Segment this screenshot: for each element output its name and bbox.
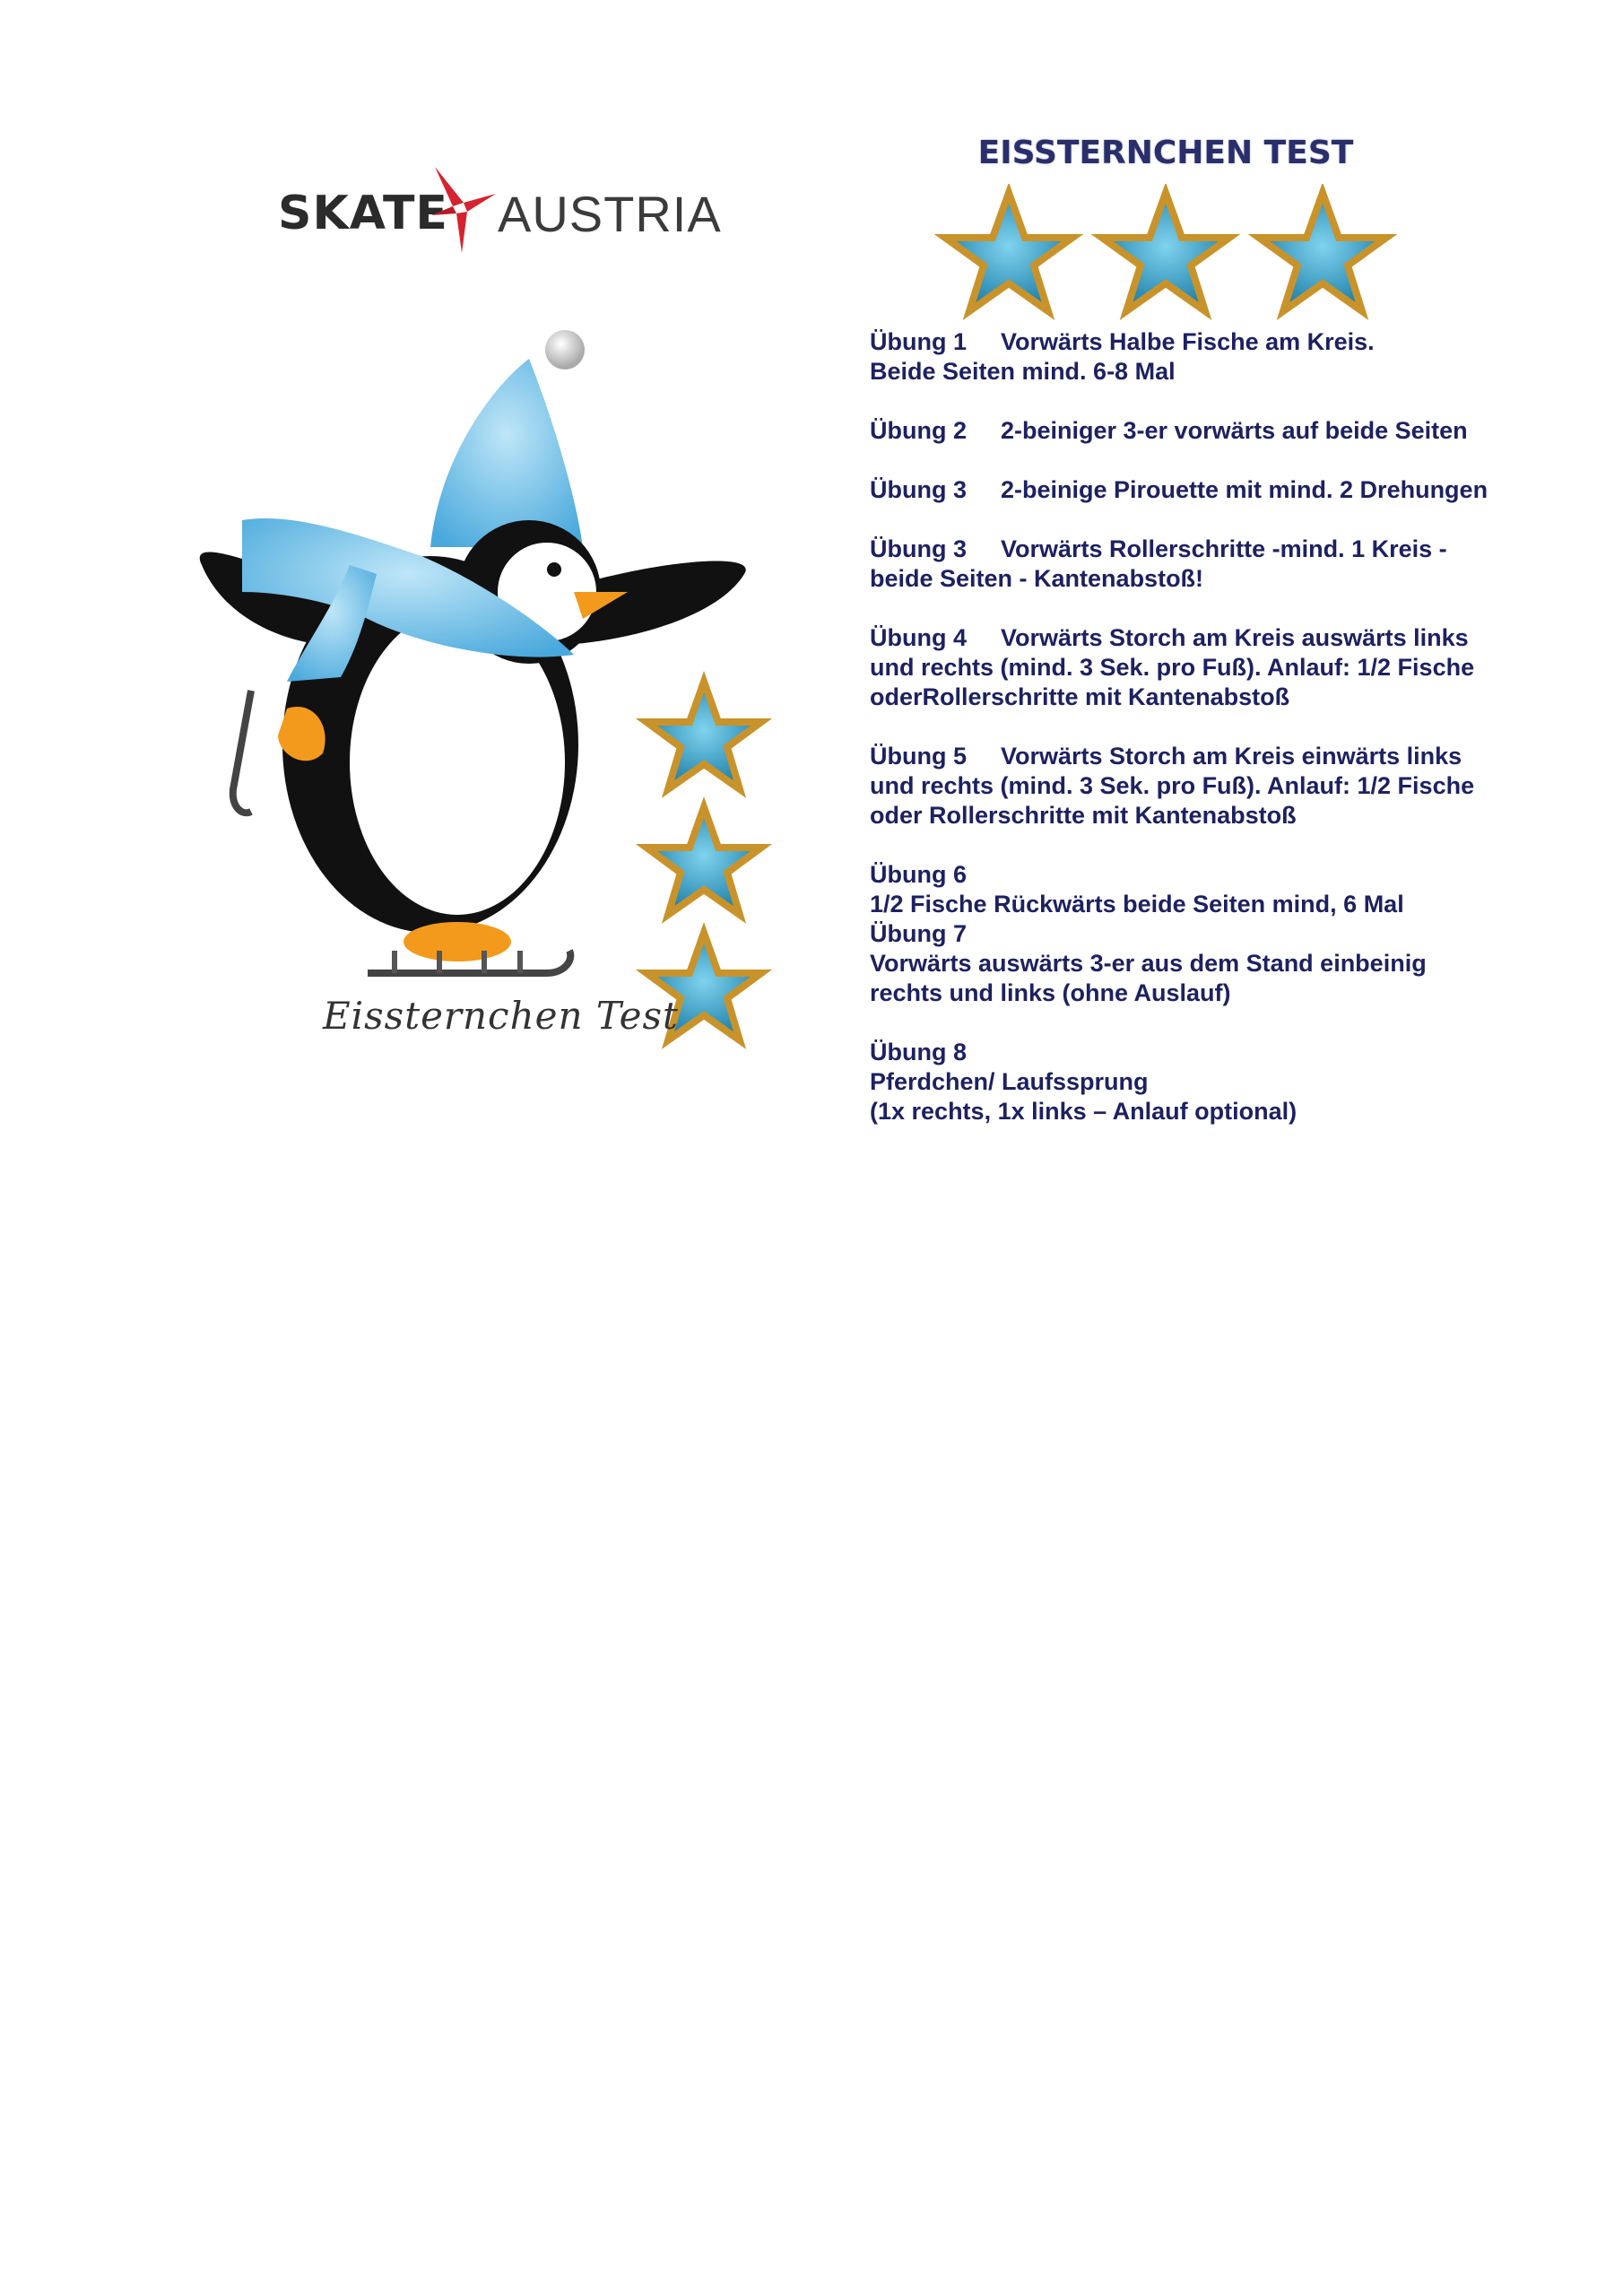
exercise-text: beide Seiten - Kantenabstoß!: [870, 565, 1204, 592]
exercise-text: Vorwärts auswärts 3-er aus dem Stand einbeinig: [870, 950, 1427, 977]
exercise-text: Vorwärts Halbe Fische am Kreis.: [1001, 328, 1375, 355]
exercise-list: [870, 327, 1551, 1156]
skate-austria-logo: [278, 152, 722, 260]
penguin-eye-icon: [547, 562, 561, 577]
exercise-text: oder Rollerschritte mit Kantenabstoß: [870, 802, 1297, 829]
exercise-label: Übung 3: [870, 535, 967, 562]
exercise-item: [870, 860, 1551, 919]
exercise-text: und rechts (mind. 3 Sek. pro Fuß). Anlauf: 1/2 Fische: [870, 772, 1475, 799]
exercise-text: 1/2 Fische Rückwärts beide Seiten mind, 6 Mal: [870, 891, 1404, 918]
exercise-text: 2-beiniger 3-er vorwärts auf beide Seiten: [1001, 417, 1468, 444]
exercise-item: [870, 535, 1551, 594]
logo-emblem-icon: [426, 160, 498, 258]
side-star-icon: [647, 807, 761, 915]
exercise-item: [870, 919, 1551, 1008]
exercise-text: Vorwärts Rollerschritte -mind. 1 Kreis -: [1001, 535, 1447, 562]
exercise-label: Übung 7: [870, 920, 967, 947]
exercise-item: [870, 623, 1551, 712]
exercise-item: [870, 1038, 1551, 1126]
exercise-item: [870, 416, 1551, 446]
title-star-icon: [1102, 193, 1229, 311]
exercise-label: Übung 8: [870, 1039, 967, 1065]
exercise-label: Übung 4: [870, 624, 967, 651]
logo-text-austria: AUSTRIA: [498, 186, 722, 242]
exercise-text: 2-beinige Pirouette mit mind. 2 Drehungen: [1001, 476, 1488, 503]
exercise-label: Übung 5: [870, 743, 967, 770]
penguin-standing-foot: [404, 922, 511, 961]
exercise-label: Übung 1: [870, 328, 967, 355]
exercise-item: [870, 327, 1551, 387]
exercise-text: rechts und links (ohne Auslauf): [870, 979, 1231, 1006]
side-star-icon: [647, 682, 761, 789]
document-title: EISSTERNCHEN TEST: [977, 135, 1354, 171]
illustration-caption: Eissternchen Test: [323, 994, 679, 1038]
exercise-text: Pferdchen/ Laufssprung: [870, 1068, 1149, 1095]
exercise-item: [870, 742, 1551, 831]
title-star-icon: [1259, 193, 1386, 311]
title-stars: [933, 184, 1399, 327]
raised-skate-blade: [233, 691, 251, 813]
exercise-text: Beide Seiten mind. 6-8 Mal: [870, 358, 1176, 385]
exercise-text: Vorwärts Storch am Kreis einwärts links: [1001, 743, 1462, 770]
side-stars: [647, 682, 761, 1040]
exercise-text: Vorwärts Storch am Kreis auswärts links: [1001, 624, 1469, 651]
hat-pompom-icon: [545, 330, 585, 370]
exercise-text: (1x rechts, 1x links – Anlauf optional): [870, 1098, 1298, 1125]
penguin-hat: [430, 359, 583, 547]
exercise-text: oderRollerschritte mit Kantenabstoß: [870, 683, 1290, 710]
exercise-text: und rechts (mind. 3 Sek. pro Fuß). Anlauf: 1/2 Fische: [870, 654, 1475, 681]
title-star-icon: [945, 193, 1072, 311]
exercise-label: Übung 3: [870, 476, 967, 503]
exercise-item: [870, 475, 1551, 505]
exercise-label: Übung 6: [870, 861, 967, 888]
exercise-label: Übung 2: [870, 417, 967, 444]
penguin-illustration: [188, 323, 816, 1094]
logo-text-skate: SKATE: [278, 187, 448, 240]
